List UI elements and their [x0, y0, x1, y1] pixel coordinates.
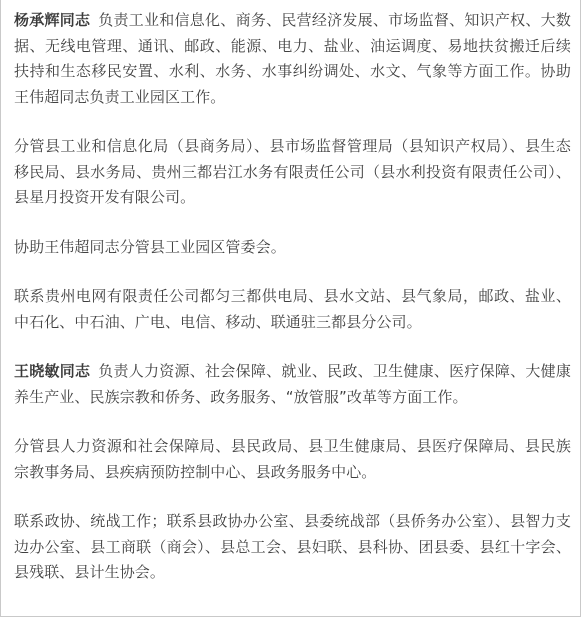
paragraph-yang-liaison [14, 284, 571, 335]
paragraph-text: 联系贵州电网有限责任公司都匀三都供电局、县水文站、县气象局，邮政、盐业、中石化、中石油、广电、电信、移动、联通驻三都县分公司。 [14, 287, 571, 331]
paragraph-text: 负责人力资源、社会保障、就业、民政、卫生健康、医疗保障、大健康养生产业、民族宗教和侨务、政务服务、“放管服”改革等方面工作。 [14, 362, 571, 406]
paragraph-wang-departments [14, 434, 571, 485]
paragraph-text: 分管县工业和信息化局（县商务局）、县市场监督管理局（县知识产权局）、县生态移民局、县水务局、贵州三都岩江水务有限责任公司（县水利投资有限责任公司）、县星月投资开发有限公司。 [14, 137, 571, 206]
paragraph-text: 联系政协、统战工作；联系县政协办公室、县委统战部（县侨务办公室）、县智力支边办公室、县工商联（商会）、县总工会、县妇联、县科协、团县委、县红十字会、县残联、县计生协会。 [14, 512, 571, 581]
official-name: 王晓敏同志 [14, 362, 91, 380]
official-name: 杨承辉同志 [14, 11, 91, 29]
paragraph-yang-duties [14, 8, 571, 110]
paragraph-text: 分管县人力资源和社会保障局、县民政局、县卫生健康局、县医疗保障局、县民族宗教事务局、县疾病预防控制中心、县政务服务中心。 [14, 437, 571, 481]
paragraph-yang-departments [14, 134, 571, 211]
paragraph-wang-liaison [14, 509, 571, 586]
paragraph-wang-duties [14, 359, 571, 410]
paragraph-yang-assist [14, 235, 571, 261]
paragraph-text: 负责工业和信息化、商务、民营经济发展、市场监督、知识产权、大数据、无线电管理、通讯、邮政、能源、电力、盐业、油运调度、易地扶贫搬迁后续扶持和生态移民安置、水利、水务、水事纠纷调处、水文、气象等方面工作。协助王伟超同志负责工业园区工作。 [14, 11, 571, 106]
paragraph-text: 协助王伟超同志分管县工业园区管委会。 [14, 237, 286, 256]
article-body [14, 8, 571, 586]
